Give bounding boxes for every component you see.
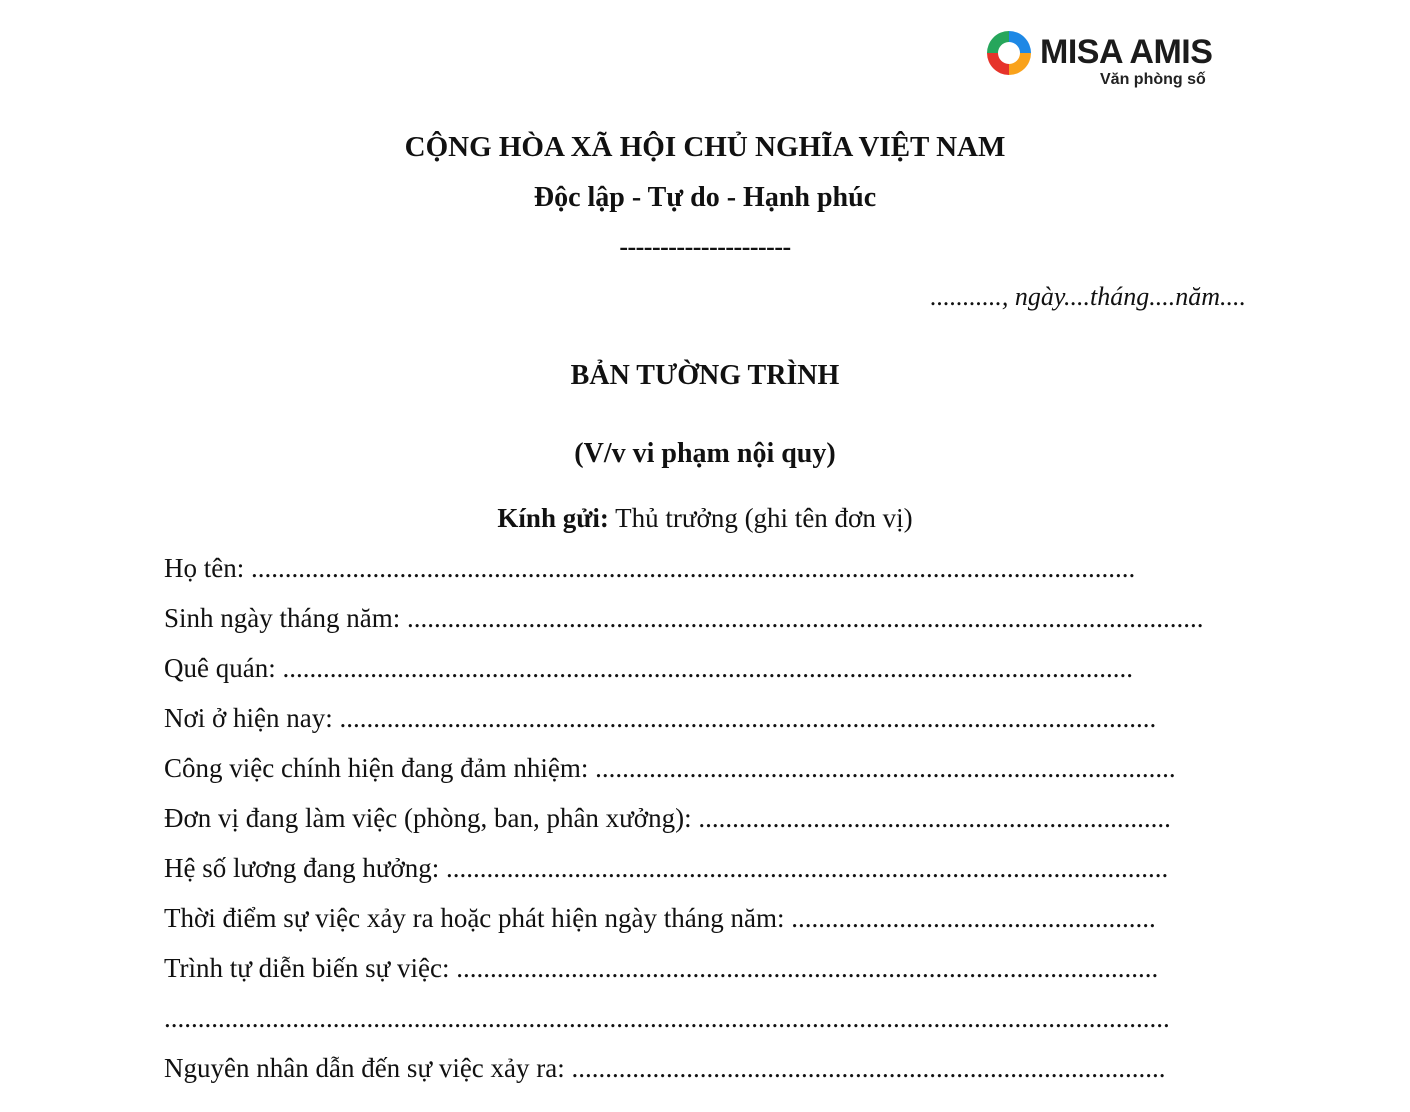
field-main-job: Công việc chính hiện đang đảm nhiệm: ......................................................................................: [164, 753, 1176, 783]
recipient-line: [0, 500, 1410, 536]
national-motto: Độc lập - Tự do - Hạnh phúc: [533, 182, 877, 213]
field-incident-sequence: Trình tự diễn biến sự việc: ........................................................................................................: [164, 953, 1159, 983]
field-date-of-birth: Sinh ngày tháng năm: ......................................................................................................................: [164, 603, 1204, 633]
misa-logo-icon: [984, 28, 1034, 78]
field-hometown: Quê quán: ..............................................................................................................................: [164, 653, 1133, 683]
field-incident-cause: Nguyên nhân dẫn đến sự việc xảy ra: ........................................................................................: [164, 1053, 1166, 1083]
field-incident-time: Thời điểm sự việc xảy ra hoặc phát hiện ngày tháng năm: ......................................................: [164, 903, 1156, 933]
brand-tagline: Văn phòng số: [1100, 71, 1206, 88]
field-work-unit: Đơn vị đang làm việc (phòng, ban, phân xưởng): ......................................................................: [164, 803, 1171, 833]
recipient-value: Thủ trưởng (ghi tên đơn vị): [615, 503, 913, 533]
header-separator: ---------------------: [619, 232, 791, 261]
date-line: ..........., ngày....tháng....năm....: [930, 282, 1246, 311]
field-continuation-line: .....................................................................................................................................................: [164, 1003, 1170, 1033]
form-fields: [164, 548, 1254, 1098]
document-title: BẢN TƯỜNG TRÌNH: [570, 360, 840, 391]
field-salary-coefficient: Hệ số lương đang hưởng: ...........................................................................................................: [164, 853, 1169, 883]
field-current-residence: Nơi ở hiện nay: .........................................................................................................................: [164, 703, 1157, 733]
brand-logo: [984, 26, 1224, 96]
brand-name: MISA AMIS: [1040, 33, 1213, 71]
field-full-name: Họ tên: ...................................................................................................................................: [164, 553, 1136, 583]
national-title: CỘNG HÒA XÃ HỘI CHỦ NGHĨA VIỆT NAM: [404, 131, 1006, 163]
document-subtitle: (V/v vi phạm nội quy): [574, 438, 836, 469]
recipient-label: Kính gửi:: [497, 503, 609, 533]
